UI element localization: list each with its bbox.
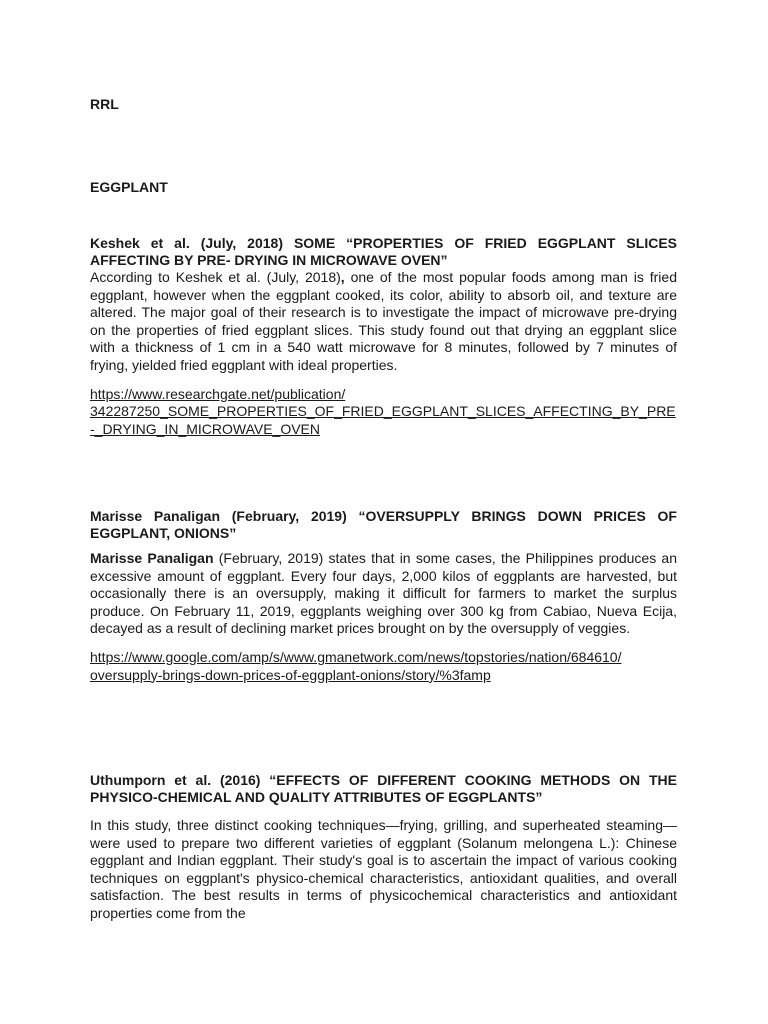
entry-title: Uthumporn et al. (2016) “EFFECTS OF DIFFERENT COOKING METHODS ON THE PHYSICO-CHEMICAL AND QUALITY ATTRIBUTES OF EGGPLANTS”: [90, 772, 677, 805]
section-label: RRL: [90, 96, 119, 112]
entry-title: Keshek et al. (July, 2018) SOME “PROPERTIES OF FRIED EGGPLANT SLICES AFFECTING BY PRE- DRYING IN MICROWAVE OVEN”: [90, 235, 677, 268]
entry-body: [90, 269, 677, 375]
entry-link[interactable]: [90, 649, 677, 684]
entry-body-lead-punct: ,: [340, 269, 345, 285]
reference-entry-3: [90, 772, 677, 923]
entry-link[interactable]: [90, 386, 677, 439]
topic-heading: EGGPLANT: [90, 179, 168, 195]
entry-body-text: one of the most popular foods among man is fried eggplant, however when the eggplant cooked, its color, ability to absorb oil, and texture are altered. The major goal of their research is to investigate the impact of microwave pre-drying on the properties of fried eggplant slices. This study found out that drying an eggplant slice with a thickness of 1 cm in a 540 watt microwave for 8 minutes, followed by 7 minutes of frying, yielded fried eggplant with ideal properties.: [90, 269, 677, 373]
entry-body-lead: According to Keshek et al. (July, 2018): [90, 269, 341, 285]
entry-link-line-2[interactable]: oversupply-brings-down-prices-of-eggplant-onions/story/%3famp: [90, 666, 491, 683]
entry-title: Marisse Panaligan (February, 2019) “OVERSUPPLY BRINGS DOWN PRICES OF EGGPLANT, ONIONS”: [90, 508, 677, 541]
entry-body: [90, 550, 677, 638]
entry-body: In this study, three distinct cooking techniques—frying, grilling, and superheated steaming—were used to prepare two different varieties of eggplant (Solanum melongena L.): Chinese eggplant and Indian eggplant. Their study's goal is to ascertain the impact of various cooking techniques on eggplant's physico-chemical characteristics, antioxidant qualities, and overall satisfaction. The best results in terms of physicochemical characteristics and antioxidant properties come from the: [90, 817, 677, 921]
entry-link-line-1[interactable]: https://www.google.com/amp/s/www.gmanetwork.com/news/topstories/nation/684610/: [90, 648, 622, 665]
entry-link-line-2[interactable]: 342287250_SOME_PROPERTIES_OF_FRIED_EGGPLANT_SLICES_AFFECTING_BY_PRE-_DRYING_IN_MICROWAVE_OVEN: [90, 403, 676, 437]
reference-entry-2: [90, 508, 677, 684]
entry-body-text: (February, 2019) states that in some cases, the Philippines produces an excessive amount of eggplant. Every four days, 2,000 kilos of eggplants are harvested, but occasionally there is an oversupply, making it difficult for farmers to market the surplus produce. On February 11, 2019, eggplants weighing over 300 kg from Cabiao, Nueva Ecija, decayed as a result of declining market prices brought on by the oversupply of veggies.: [90, 550, 677, 637]
entry-body-author: Marisse Panaligan: [90, 550, 214, 566]
entry-link-line-1[interactable]: https://www.researchgate.net/publication/: [90, 385, 346, 402]
reference-entry-1: [90, 235, 677, 438]
